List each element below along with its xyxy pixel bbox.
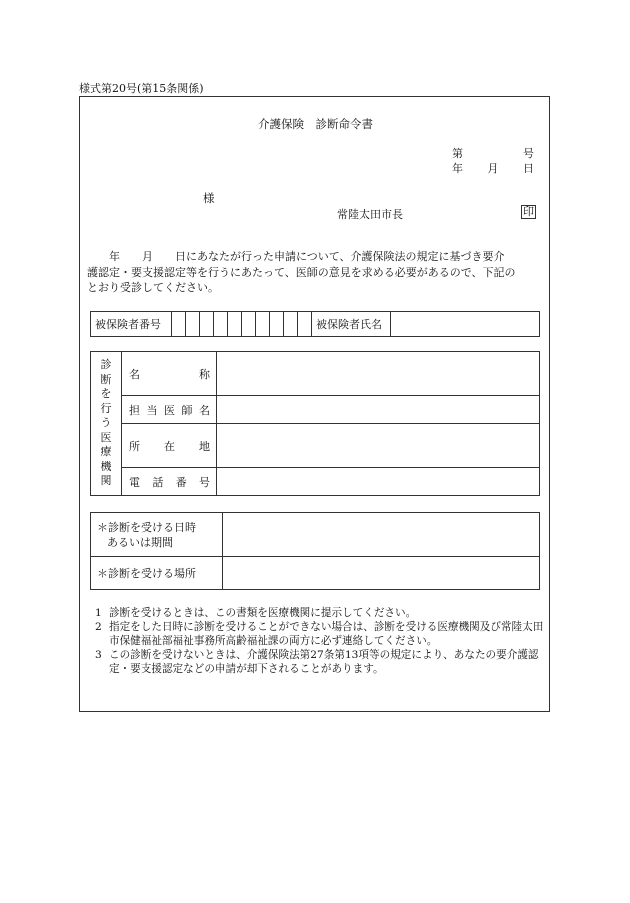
institution-name-label (122, 352, 217, 396)
label-char: 師 (181, 403, 193, 417)
label-char: 話 (152, 475, 164, 489)
body-line: 年 月 日にあなたが行った申請について、介護保険法の規定に基づき要介 (87, 250, 505, 263)
institution-label-char: 行 (100, 401, 112, 415)
institution-label-char: 断 (100, 372, 112, 386)
insured-number-digit[interactable] (214, 312, 228, 337)
insured-number-digit[interactable] (172, 312, 186, 337)
note-item (95, 606, 550, 620)
label-char: 担 (129, 403, 140, 417)
note-number: 3 (95, 649, 102, 661)
institution-label-char: を (100, 387, 112, 401)
date-year: 年 (452, 162, 463, 175)
notes (95, 606, 550, 676)
insured-number-digit[interactable] (228, 312, 242, 337)
number-prefix: 第 (452, 147, 463, 160)
label-char: 名 (199, 403, 210, 417)
note-text: 指定をした日時に診断を受けることができない場合は、診断を受ける医療機関及び常陸太田市保健福祉部福祉事務所高齢福祉課の両方に必ず連絡してください。 (109, 621, 544, 647)
label-char: 名 (129, 367, 140, 381)
medical-institution-table (90, 351, 540, 496)
label-char: 番 (175, 475, 187, 489)
note-item (95, 648, 550, 676)
insured-name-field[interactable] (391, 312, 540, 337)
institution-name-field[interactable] (217, 352, 540, 396)
institution-label-char: 医 (100, 430, 112, 444)
institution-label-char: 診 (100, 358, 112, 372)
phone-label (122, 468, 217, 496)
address-field[interactable] (217, 424, 540, 468)
number-suffix: 号 (523, 147, 534, 160)
insured-number-digit[interactable] (200, 312, 214, 337)
insured-number-digit[interactable] (242, 312, 256, 337)
date-month: 月 (487, 162, 499, 175)
label-char: 称 (199, 367, 210, 381)
phone-field[interactable] (217, 468, 540, 496)
label-char: 電 (129, 475, 140, 489)
body-text (87, 249, 516, 296)
body-line: 護認定・要支援認定等を行うにあたって、医師の意見を求める必要があるので、下記の (87, 265, 516, 279)
institution-label-char: 関 (100, 474, 112, 488)
insured-number-digit[interactable] (256, 312, 270, 337)
exam-datetime-field[interactable] (223, 513, 540, 557)
address-label (122, 424, 217, 468)
date-day: 日 (523, 162, 534, 175)
doctor-name-label (122, 396, 217, 424)
insured-number-label: 被保険者番号 (91, 312, 172, 337)
insured-number-digit[interactable] (284, 312, 298, 337)
doctor-name-field[interactable] (217, 396, 540, 424)
label-char: 在 (164, 439, 175, 453)
insured-number-digit[interactable] (270, 312, 284, 337)
label-char: 当 (146, 403, 158, 417)
exam-datetime-label-line1: ＊診断を受ける日時 (97, 520, 196, 534)
exam-table (90, 512, 540, 590)
seal-mark (521, 205, 536, 219)
insured-table (90, 311, 540, 337)
exam-datetime-label (91, 513, 223, 557)
insured-number-digit[interactable] (298, 312, 312, 337)
issue-date (452, 160, 534, 176)
number-line (452, 145, 534, 161)
institution-label-char: 療 (100, 445, 112, 459)
note-number: 1 (95, 607, 102, 619)
note-number: 2 (95, 621, 102, 633)
note-item (95, 620, 550, 648)
addressee-suffix: 様 (203, 191, 215, 205)
label-char: 医 (164, 403, 175, 417)
label-char: 所 (129, 439, 140, 453)
document-title: 介護保険 診断命令書 (258, 117, 373, 131)
seal-label: 印 (523, 205, 534, 218)
form-label: 様式第20号(第15条関係) (79, 82, 204, 95)
issuer-name: 常陸太田市長 (337, 208, 403, 221)
exam-place-label: ＊診断を受ける場所 (91, 557, 223, 590)
institution-label-char: う (100, 416, 112, 430)
note-text: この診断を受けないときは、介護保険法第27条第13項等の規定により、あなたの要介護認定・要支援認定などの申請が却下されることがあります。 (109, 649, 539, 675)
body-line: とおり受診してください。 (87, 281, 219, 294)
label-char: 号 (198, 475, 210, 489)
institution-label-char: 機 (100, 459, 112, 473)
exam-place-field[interactable] (223, 557, 540, 590)
exam-datetime-label-line2: あるいは期間 (107, 535, 173, 549)
note-text: 診断を受けるときは、この書類を医療機関に提示してください。 (109, 607, 417, 619)
insured-name-label: 被保険者氏名 (312, 312, 391, 337)
insured-number-digit[interactable] (186, 312, 200, 337)
label-char: 地 (199, 439, 210, 453)
medical-institution-label (91, 352, 122, 496)
